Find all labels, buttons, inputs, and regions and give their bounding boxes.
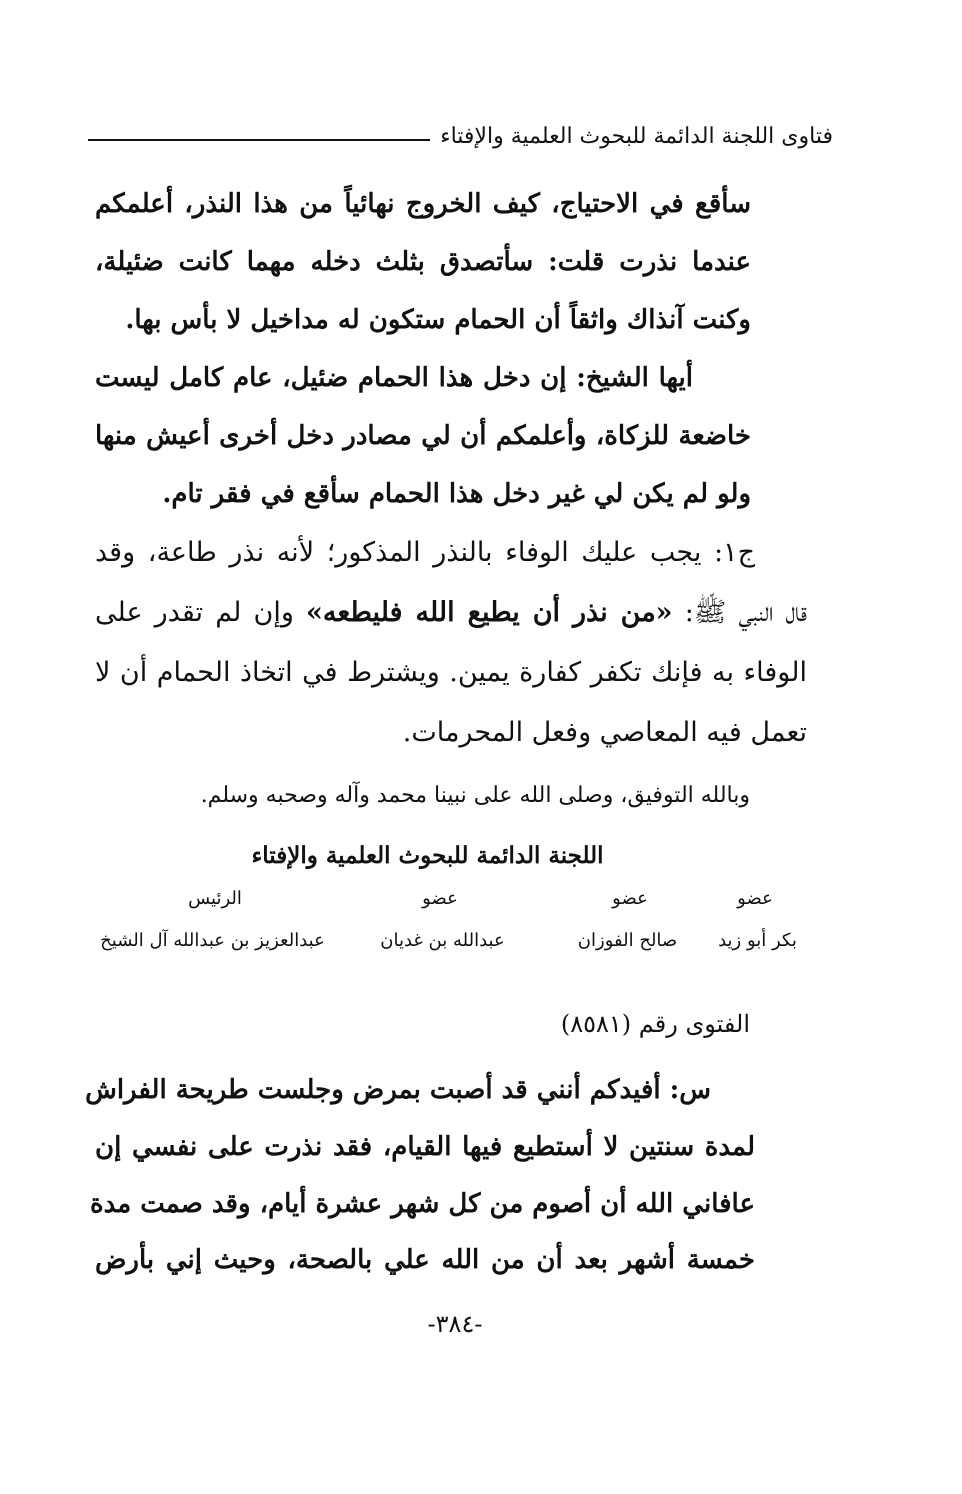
answer1-line-2 <box>95 593 807 633</box>
question2-line-2: لمدة سنتين لا أستطيع فيها القيام، فقد نذرت على نفسي إن <box>95 1132 755 1162</box>
running-header <box>88 116 833 156</box>
page-number: -٣٨٤- <box>427 1310 483 1338</box>
question1-line-2: عندما نذرت قلت: سأتصدق بثلث دخله مهما كانت ضئيلة، <box>95 247 751 277</box>
role-member-1: عضو <box>737 888 773 909</box>
answer1-line-1: ج١: يجب عليك الوفاء بالنذر المذكور؛ لأنه نذر طاعة، وقد <box>95 537 755 568</box>
name-saleh-alfawzan: صالح الفوزان <box>577 930 678 951</box>
committee-title: اللجنة الدائمة للبحوث العلمية والإفتاء <box>251 842 604 869</box>
name-abdulaziz-alsheikh: عبدالعزيز بن عبدالله آل الشيخ <box>100 930 325 951</box>
question1-line-4: أيها الشيخ: إن دخل هذا الحمام ضئيل، عام كامل ليست <box>95 363 693 393</box>
question1-line-5: خاضعة للزكاة، وأعلمكم أن لي مصادر دخل أخرى أعيش منها <box>95 421 751 451</box>
question2-line-1: س: أفيدكم أنني قد أصبت بمرض وجلست طريحة الفراش <box>85 1075 711 1105</box>
role-member-3: عضو <box>422 888 458 909</box>
header-title: فتاوى اللجنة الدائمة للبحوث العلمية والإفتاء <box>440 123 833 149</box>
hadith-quote: «من نذر أن يطيع الله فليطعه» <box>306 597 673 628</box>
question2-line-4: خمسة أشهر بعد أن من الله علي بالصحة، وحيث إني بأرض <box>95 1245 755 1275</box>
question1-line-6: ولو لم يكن لي غير دخل هذا الحمام سأقع في فقر تام. <box>162 479 751 509</box>
answer1-line-3: الوفاء به فإنك تكفر كفارة يمين. ويشترط في اتخاذ الحمام أن لا <box>95 657 807 688</box>
question2-line-3: عافاني الله أن أصوم من كل شهر عشرة أيام، وقد صمت مدة <box>89 1189 755 1219</box>
name-bakr-abu-zaid: بكر أبو زيد <box>718 930 797 951</box>
role-president: الرئيس <box>188 888 242 909</box>
question1-line-1: سأقع في الاحتياج، كيف الخروج نهائياً من هذا النذر، أعلمكم <box>95 189 751 219</box>
answer1-line-2-start: قال النبي ﷺ: <box>672 597 807 628</box>
answer1-line-2-end: وإن لم تقدر على <box>95 597 307 628</box>
closing-formula: وبالله التوفيق، وصلى الله على نبينا محمد وآله وصحبه وسلم. <box>200 783 750 808</box>
fatwa-number: الفتوى رقم (٨٥٨١) <box>560 1010 750 1038</box>
header-rule <box>88 139 430 141</box>
question1-line-3: وكنت آنذاك واثقاً أن الحمام ستكون له مداخيل لا بأس بها. <box>125 305 751 335</box>
role-member-2: عضو <box>612 888 648 909</box>
name-abdullah-ghudayan: عبدالله بن غديان <box>380 930 505 951</box>
answer1-line-4: تعمل فيه المعاصي وفعل المحرمات. <box>402 717 807 748</box>
